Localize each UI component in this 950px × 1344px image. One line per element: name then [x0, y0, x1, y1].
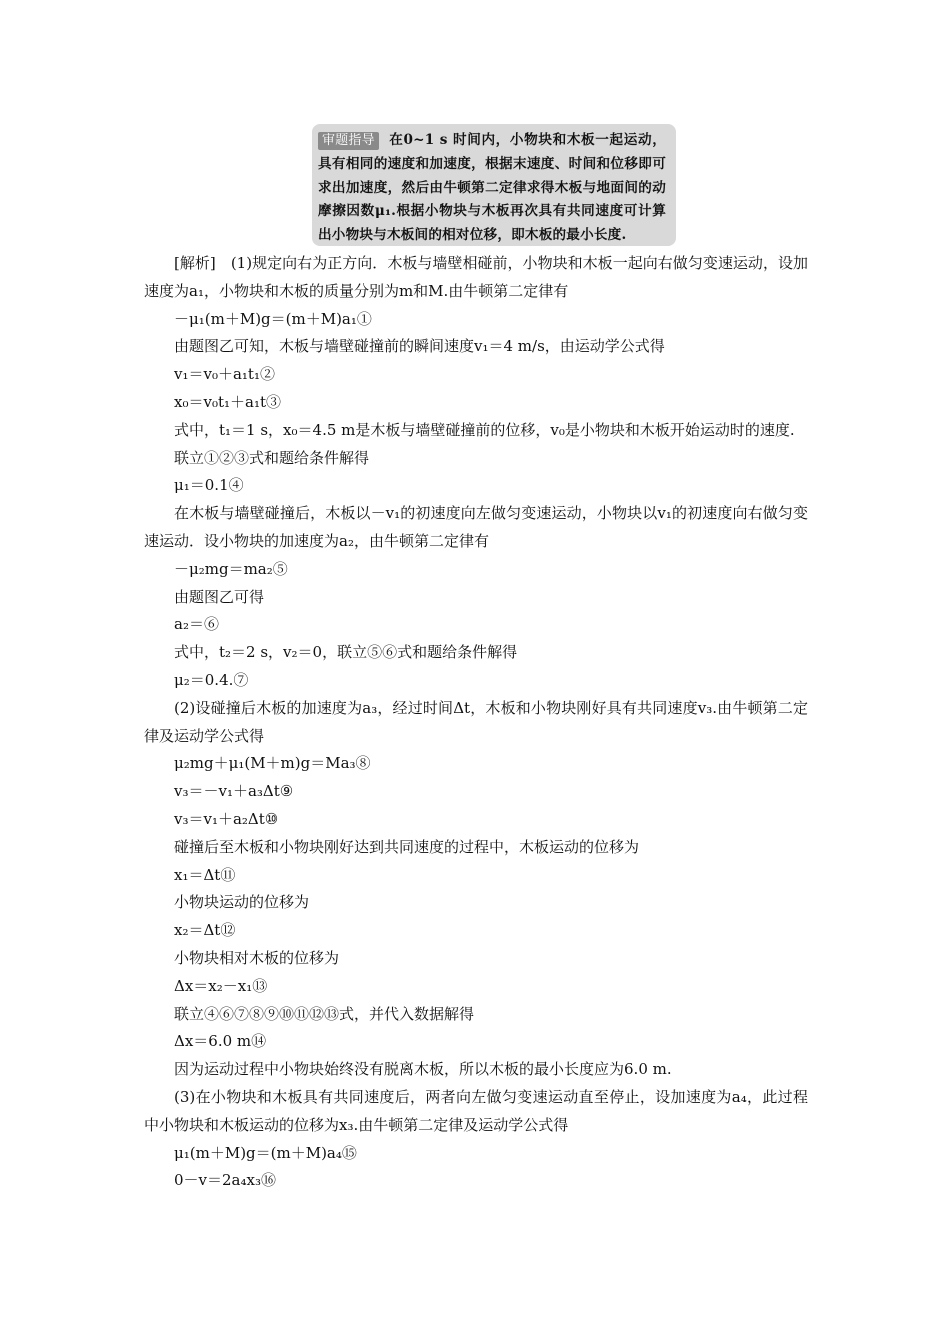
exam-hint-tag: 审题指导 — [318, 132, 379, 150]
text-paragraph: [解析] (1)规定向右为正方向．木板与墙壁相碰前，小物块和木板一起向右做匀变速运动，设加速度为a₁，小物块和木板的质量分别为m和M.由牛顿第二定律有 — [144, 254, 808, 300]
text-paragraph: (3)在小物块和木板具有共同速度后，两者向左做匀变速运动直至停止，设加速度为a₄，此过程中小物块和木板运动的位移为x₃.由牛顿第二定律及运动学公式得 — [144, 1087, 808, 1134]
equation-line: μ₁(m＋M)g＝(m＋M)a₄⑮ — [174, 1143, 357, 1162]
text-paragraph: 因为运动过程中小物块始终没有脱离木板，所以木板的最小长度应为6.0 m. — [174, 1060, 672, 1079]
equation-line: x₀＝v₀t₁＋a₁t③ — [174, 392, 281, 411]
text-paragraph: 式中，t₂＝2 s，v₂＝0，联立⑤⑥式和题给条件解得 — [174, 643, 518, 662]
equation-line: a₂＝⑥ — [174, 615, 219, 634]
text-paragraph: 碰撞后至木板和小物块刚好达到共同速度的过程中，木板运动的位移为 — [174, 837, 640, 856]
text-paragraph: 式中，t₁＝1 s，x₀＝4.5 m是木板与墙壁碰撞前的位移，v₀是小物块和木板开始运动时的速度. — [174, 420, 795, 439]
equation-line: 0－v＝2a₄x₃⑯ — [174, 1171, 276, 1190]
text-paragraph: 联立①②③式和题给条件解得 — [174, 448, 370, 467]
text-paragraph: 由题图乙可知，木板与墙壁碰撞前的瞬间速度v₁＝4 m/s，由运动学公式得 — [174, 337, 665, 356]
text-paragraph: 在木板与墙壁碰撞后，木板以－v₁的初速度向左做匀变速运动，小物块以v₁的初速度向右做匀变速运动．设小物块的加速度为a₂，由牛顿第二定律有 — [144, 504, 808, 550]
text-paragraph: 小物块相对木板的位移为 — [174, 948, 340, 967]
equation-line: －μ₂mg＝ma₂⑤ — [174, 559, 288, 578]
equation-line: μ₂＝0.4.⑦ — [174, 670, 249, 689]
equation-line: x₂＝Δt⑫ — [174, 921, 236, 940]
solution-body — [144, 250, 808, 1195]
text-paragraph: (2)设碰撞后木板的加速度为a₃，经过时间Δt，木板和小物块刚好具有共同速度v₃.由牛顿第二定律及运动学公式得 — [144, 698, 808, 745]
equation-line: x₁＝Δt⑪ — [174, 865, 236, 884]
text-paragraph: 由题图乙可得 — [174, 587, 265, 606]
text-paragraph: 小物块运动的位移为 — [174, 893, 310, 912]
equation-line: －μ₁(m＋M)g＝(m＋M)a₁① — [174, 309, 372, 328]
exam-hint-box — [312, 124, 676, 246]
equation-line: Δx＝6.0 m⑭ — [174, 1032, 267, 1051]
equation-line: μ₁＝0.1④ — [174, 476, 244, 495]
equation-line: μ₂mg＋μ₁(M＋m)g＝Ma₃⑧ — [174, 754, 371, 773]
text-paragraph: 联立④⑥⑦⑧⑨⑩⑪⑫⑬式，并代入数据解得 — [174, 1004, 475, 1023]
equation-line: Δx＝x₂－x₁⑬ — [174, 976, 268, 995]
equation-line: v₃＝v₁＋a₂Δt⑩ — [174, 809, 279, 828]
equation-line: v₃＝－v₁＋a₃Δt⑨ — [174, 782, 294, 801]
exam-hint-text: 在0~1 s 时间内，小物块和木板一起运动，具有相同的速度和加速度，根据末速度、时间和位移即可求出加速度，然后由牛顿第二定律求得木板与地面间的动摩擦因数μ₁.根据小物块与木板再次具有共同速度可计算出小物块与木板间的相对位移，即木板的最小长度. — [318, 132, 666, 244]
equation-line: v₁＝v₀＋a₁t₁② — [174, 365, 275, 384]
